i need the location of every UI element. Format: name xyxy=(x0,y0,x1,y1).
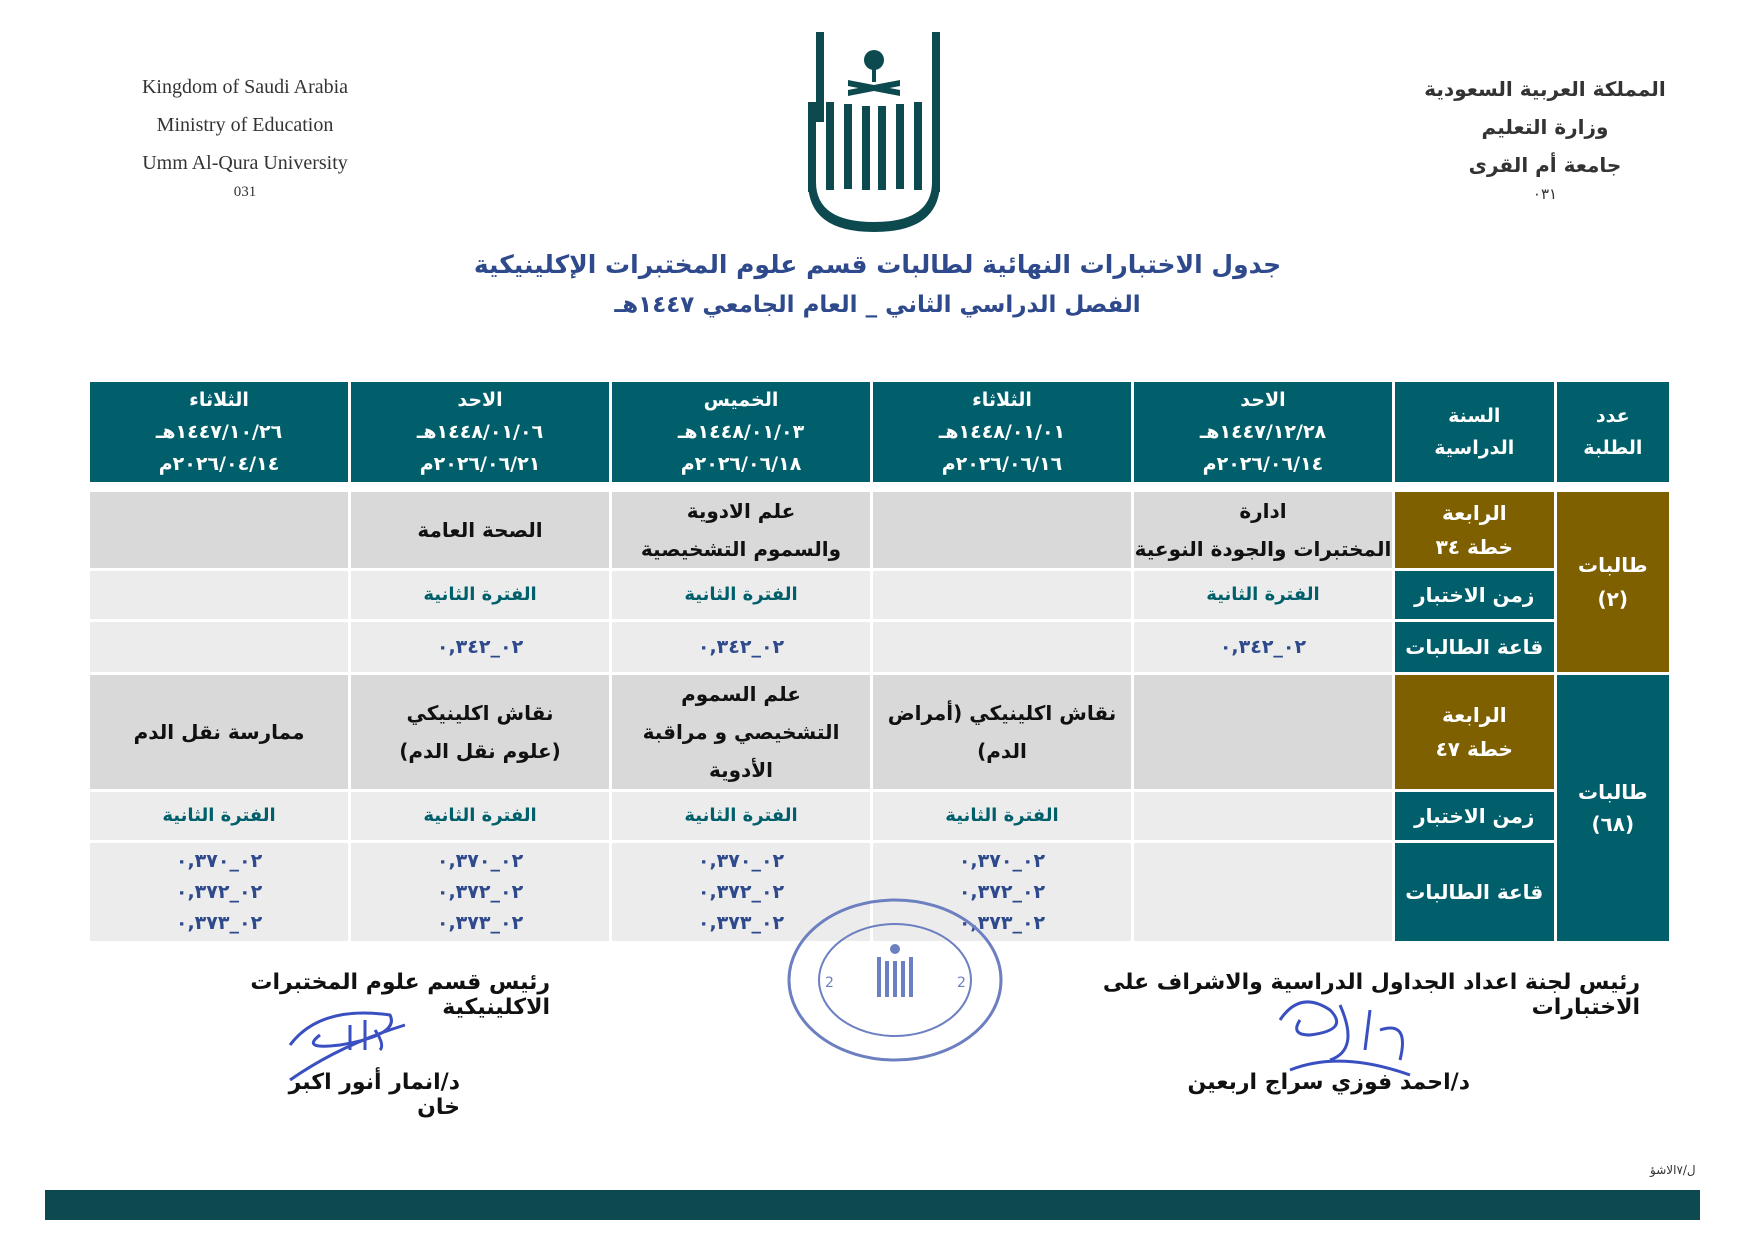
room-label: قاعة الطالبات xyxy=(1395,622,1554,672)
course-cell: نقاش اكلينيكي (أمراض الدم) xyxy=(873,675,1131,789)
header-en-line: Umm Al-Qura University xyxy=(142,152,348,174)
header-ar-line: المملكة العربية السعودية xyxy=(1424,77,1666,101)
course-cell: ممارسة نقل الدم xyxy=(90,675,348,789)
course-cell: نقاش اكلينيكي (علوم نقل الدم) xyxy=(351,675,609,789)
table-header-row xyxy=(90,382,1669,482)
time-cell xyxy=(90,571,348,619)
course-cell: علم السموم التشخيصي و مراقبة الأدوية xyxy=(612,675,870,789)
course-cell: الصحة العامة xyxy=(351,492,609,568)
header-ar-line: وزارة التعليم xyxy=(1481,115,1609,139)
time-cell xyxy=(873,571,1131,619)
time-cell: الفترة الثانية xyxy=(90,792,348,840)
room-cell: ٠٢_٠,٣٤٢ xyxy=(612,622,870,672)
room-cell: ٠٢_٠,٣٧٠ ٠٢_٠,٣٧٢ ٠٢_٠,٣٧٣ xyxy=(873,843,1131,941)
room-cell: ٠٢_٠,٣٧٠ ٠٢_٠,٣٧٢ ٠٢_٠,٣٧٣ xyxy=(90,843,348,941)
header-day: الخميس ١٤٤٨/٠١/٠٣هـ ٢٠٢٦/٠٦/١٨م xyxy=(612,382,870,482)
header-students: عدد الطلبة xyxy=(1557,382,1669,482)
signature-right-name: د/احمد فوزي سراج اربعين xyxy=(1187,1070,1470,1095)
header-en-code: 031 xyxy=(233,184,257,200)
course-cell: علم الادوية والسموم التشخيصية xyxy=(612,492,870,568)
header-arabic xyxy=(1395,70,1695,204)
header-day: الثلاثاء ١٤٤٨/٠١/٠١هـ ٢٠٢٦/٠٦/١٦م xyxy=(873,382,1131,482)
signature-left-title: رئيس قسم علوم المختبرات الاكلينيكية xyxy=(250,970,550,1020)
header-day: الاحد ١٤٤٧/١٢/٢٨هـ ٢٠٢٦/٠٦/١٤م xyxy=(1134,382,1392,482)
page-subtitle: الفصل الدراسي الثاني _ العام الجامعي ١٤٤٧هـ xyxy=(614,292,1141,318)
header-en-line: Ministry of Education xyxy=(156,114,334,136)
time-cell: الفترة الثانية xyxy=(1134,571,1392,619)
time-cell: الفترة الثانية xyxy=(351,571,609,619)
room-label: قاعة الطالبات xyxy=(1395,843,1554,941)
students-count: طالبات (٦٨) xyxy=(1557,675,1669,941)
time-label: زمن الاختبار xyxy=(1395,571,1554,619)
header-ar-line: جامعة أم القرى xyxy=(1468,153,1622,177)
signature-left-name: د/انمار أنور اكبر خان xyxy=(288,1070,460,1120)
table-row xyxy=(90,675,1669,789)
exam-schedule-table xyxy=(87,379,1672,944)
time-cell: الفترة الثانية xyxy=(351,792,609,840)
time-cell: الفترة الثانية xyxy=(612,571,870,619)
footer-code: ل/٧الاشؤ xyxy=(1650,1163,1696,1177)
table-row xyxy=(90,792,1669,840)
table-row xyxy=(90,571,1669,619)
header-english xyxy=(95,68,395,202)
time-cell xyxy=(1134,792,1392,840)
svg-text:2: 2 xyxy=(825,975,834,991)
header-day: الاحد ١٤٤٨/٠١/٠٦هـ ٢٠٢٦/٠٦/٢١م xyxy=(351,382,609,482)
room-cell: ٠٢_٠,٣٤٢ xyxy=(351,622,609,672)
signature-right-title: رئيس لجنة اعداد الجداول الدراسية والاشراف على الاختبارات xyxy=(1102,970,1640,1020)
course-cell xyxy=(90,492,348,568)
header-year: السنة الدراسية xyxy=(1395,382,1554,482)
university-logo xyxy=(808,32,940,232)
time-label: زمن الاختبار xyxy=(1395,792,1554,840)
footer-bar xyxy=(45,1190,1700,1220)
header-day: الثلاثاء ١٤٤٧/١٠/٢٦هـ ٢٠٢٦/٠٤/١٤م xyxy=(90,382,348,482)
room-cell xyxy=(90,622,348,672)
students-count: طالبات (٢) xyxy=(1557,492,1669,672)
page-title: جدول الاختبارات النهائية لطالبات قسم علوم المختبرات الإكلينيكية xyxy=(473,250,1282,279)
room-cell: ٠٢_٠,٣٧٠ ٠٢_٠,٣٧٢ ٠٢_٠,٣٧٣ xyxy=(351,843,609,941)
room-cell: ٠٢_٠,٣٤٢ xyxy=(1134,622,1392,672)
table-row xyxy=(90,622,1669,672)
department-stamp-icon xyxy=(785,895,1005,1065)
svg-text:2: 2 xyxy=(957,975,966,991)
course-cell xyxy=(873,492,1131,568)
room-cell xyxy=(1134,843,1392,941)
table-row xyxy=(90,492,1669,568)
header-en-line: Kingdom of Saudi Arabia xyxy=(141,76,349,98)
time-cell: الفترة الثانية xyxy=(873,792,1131,840)
room-cell: ٠٢_٠,٣٧٠ ٠٢_٠,٣٧٢ ٠٢_٠,٣٧٣ xyxy=(612,843,870,941)
room-cell xyxy=(873,622,1131,672)
course-cell: ادارة المختبرات والجودة النوعية xyxy=(1134,492,1392,568)
time-cell: الفترة الثانية xyxy=(612,792,870,840)
header-ar-code: ٠٣١ xyxy=(1532,185,1558,203)
plan-cell: الرابعة خطة ٣٤ xyxy=(1395,492,1554,568)
course-cell xyxy=(1134,675,1392,789)
plan-cell: الرابعة خطة ٤٧ xyxy=(1395,675,1554,789)
